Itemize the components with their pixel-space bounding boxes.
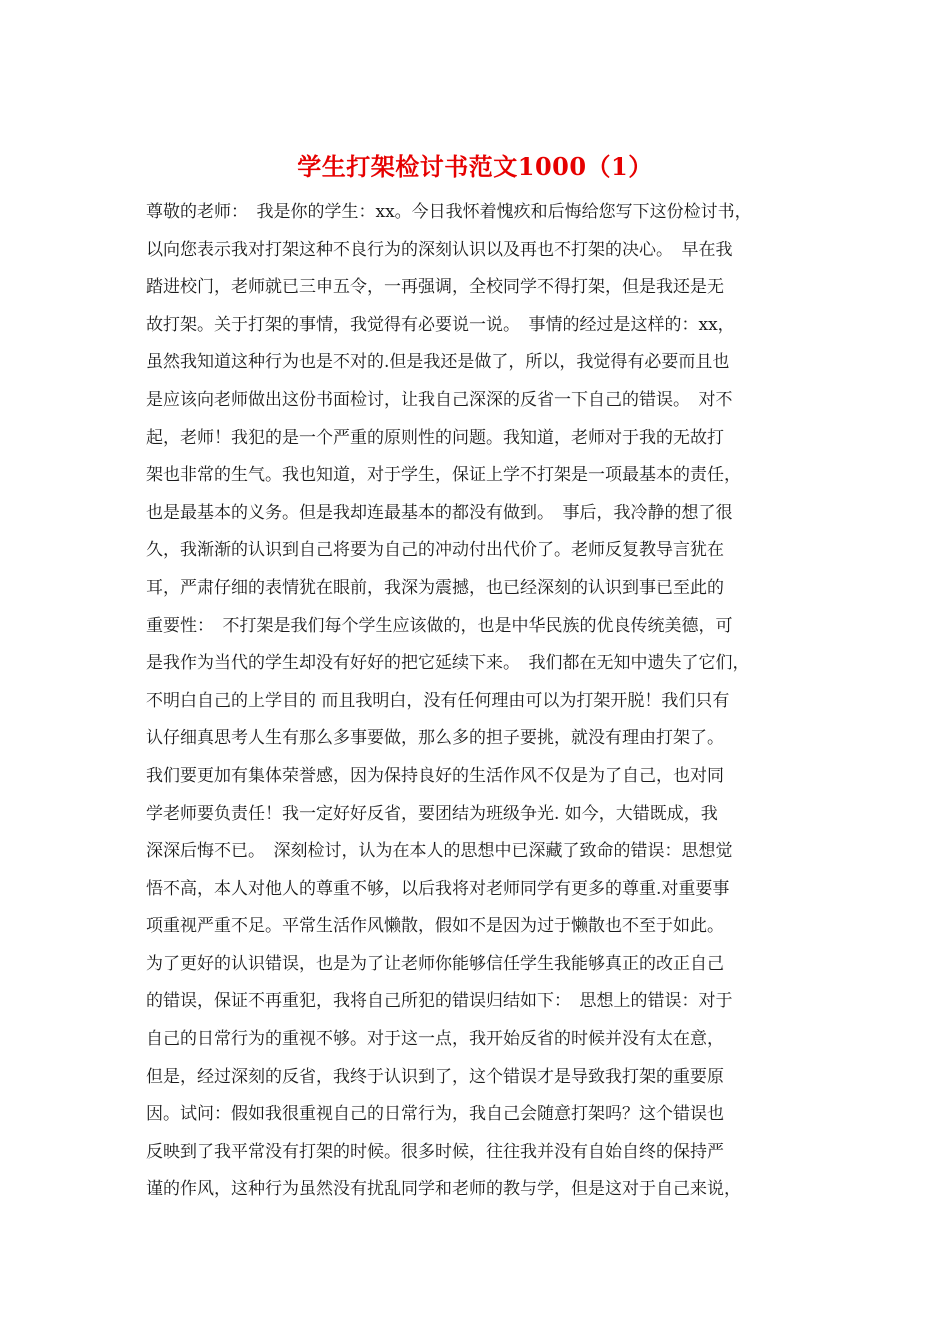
- body-line: 久，我渐渐的认识到自己将要为自己的冲动付出代价了。老师反复教导言犹在: [146, 540, 724, 561]
- body-line: 耳，严肃仔细的表情犹在眼前，我深为震撼，也已经深刻的认识到事已至此的: [146, 577, 724, 598]
- body-line: 认仔细真思考人生有那么多事要做，那么多的担子要挑，就没有理由打架了。: [146, 728, 724, 749]
- body-line: 的错误，保证不再重犯，我将自己所犯的错误归结如下： 思想上的错误：对于: [146, 991, 733, 1012]
- body-line: 架也非常的生气。我也知道，对于学生，保证上学不打架是一项最基本的责任，: [146, 465, 741, 486]
- document-body: [146, 194, 816, 1209]
- body-line: 谨的作风，这种行为虽然没有扰乱同学和老师的教与学，但是这对于自己来说，: [146, 1179, 741, 1200]
- body-line: 以向您表示我对打架这种不良行为的深刻认识以及再也不打架的决心。 早在我: [146, 239, 733, 260]
- body-line: 是我作为当代的学生却没有好好的把它延续下来。 我们都在无知中遗失了它们，: [146, 653, 750, 674]
- body-line: 虽然我知道这种行为也是不对的.但是我还是做了，所以，我觉得有必要而且也: [146, 352, 730, 373]
- body-line: 尊敬的老师： 我是你的学生：xx。今日我怀着愧疚和后悔给您写下这份检讨书，: [146, 202, 752, 222]
- body-line: 为了更好的认识错误，也是为了让老师你能够信任学生我能够真正的改正自己: [146, 953, 724, 974]
- body-line: 我们要更加有集体荣誉感，因为保持良好的生活作风不仅是为了自己，也对同: [146, 765, 724, 786]
- body-line: 重要性： 不打架是我们每个学生应该做的，也是中华民族的优良传统美德，可: [146, 615, 733, 636]
- body-line: 深深后悔不已。 深刻检讨，认为在本人的思想中已深藏了致命的错误：思想觉: [146, 841, 733, 862]
- body-line: 悟不高，本人对他人的尊重不够，以后我将对老师同学有更多的尊重.对重要事: [146, 878, 730, 899]
- body-line: 故打架。关于打架的事情，我觉得有必要说一说。 事情的经过是这样的：xx，: [146, 314, 735, 335]
- body-line: 自己的日常行为的重视不够。对于这一点，我开始反省的时候并没有太在意，: [146, 1029, 724, 1050]
- body-line: 学老师要负责任！我一定好好反省，要团结为班级争光. 如今，大错既成，我: [146, 803, 718, 824]
- document-title: 学生打架检讨书范文1000（1）: [297, 152, 653, 181]
- body-line: 反映到了我平常没有打架的时候。很多时候，往往我并没有自始自终的保持严: [146, 1141, 724, 1162]
- body-line: 项重视严重不足。平常生活作风懒散，假如不是因为过于懒散也不至于如此。: [146, 916, 724, 937]
- body-line: 是应该向老师做出这份书面检讨，让我自己深深的反省一下自己的错误。 对不: [146, 389, 733, 410]
- body-line: 也是最基本的义务。但是我却连最基本的都没有做到。 事后，我冷静的想了很: [146, 502, 733, 523]
- body-line: 但是，经过深刻的反省，我终于认识到了，这个错误才是导致我打架的重要原: [146, 1066, 724, 1087]
- body-line: 不明白自己的上学目的 而且我明白，没有任何理由可以为打架开脱！我们只有: [146, 690, 730, 711]
- body-line: 踏进校门，老师就已三申五令，一再强调，全校同学不得打架，但是我还是无: [146, 277, 724, 298]
- body-line: 起，老师！我犯的是一个严重的原则性的问题。我知道，老师对于我的无故打: [146, 427, 724, 448]
- body-line: 因。试问：假如我很重视自己的日常行为，我自己会随意打架吗？这个错误也: [146, 1104, 724, 1125]
